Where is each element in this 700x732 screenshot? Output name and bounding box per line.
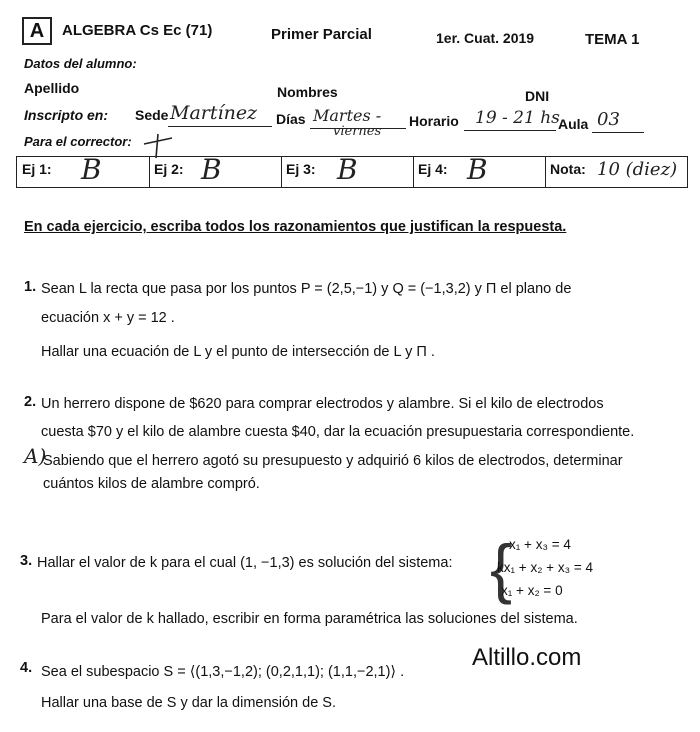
nota-value: 10 (diez) bbox=[597, 159, 678, 180]
ex3-system-eq2: kx₁ + x₂ + x₃ = 4 bbox=[497, 560, 593, 575]
ex2-line1: Un herrero dispone de $620 para comprar electrodos y alambre. Si el kilo de electrodos bbox=[41, 396, 604, 412]
system-brace: { bbox=[490, 531, 513, 605]
sede-label: Sede bbox=[135, 107, 169, 123]
grade-cell-ej1 bbox=[17, 153, 150, 187]
nota-label: Nota: bbox=[550, 161, 586, 177]
inscripto-label: Inscripto en: bbox=[24, 107, 109, 123]
ex2-number: 2. bbox=[24, 394, 37, 410]
ej4-value: B bbox=[467, 153, 488, 186]
ex2-line2: cuesta $70 y el kilo de alambre cuesta $40, dar la ecuación presupuestaria correspondiente. bbox=[41, 424, 635, 440]
ex3-line1: Hallar el valor de k para el cual (1, −1,3) es solución del sistema: bbox=[37, 555, 453, 571]
dias-label: Días bbox=[276, 111, 306, 127]
ex4-line1: Sea el subespacio S = ⟨(1,3,−1,2); (0,2,1,1); (1,1,−2,1)⟩ . bbox=[41, 664, 405, 680]
grade-cell-ej2 bbox=[149, 153, 282, 187]
grade-cell-nota bbox=[545, 157, 687, 187]
ex4-line2: Hallar una base de S y dar la dimensión de S. bbox=[41, 695, 337, 711]
grade-cell-ej4 bbox=[413, 153, 546, 187]
ex3-number: 3. bbox=[20, 553, 33, 569]
instruction-text: En cada ejercicio, escriba todos los razonamientos que justifican la respuesta. bbox=[24, 219, 567, 235]
ej2-label: Ej 2: bbox=[154, 161, 184, 177]
corrector-label: Para el corrector: bbox=[24, 134, 132, 149]
dias-value-1: Martes - bbox=[313, 106, 382, 125]
ex2-line4: cuántos kilos de alambre compró. bbox=[43, 476, 260, 492]
exam-title: Primer Parcial bbox=[271, 26, 372, 43]
horario-label: Horario bbox=[409, 113, 459, 129]
ej2-value: B bbox=[201, 153, 222, 186]
datos-alumno-label: Datos del alumno: bbox=[24, 56, 137, 71]
ex3-system-eq3: x₁ + x₂ = 0 bbox=[501, 583, 563, 598]
ej3-value: B bbox=[337, 153, 358, 186]
ex3-system-eq1: x₁ + x₃ = 4 bbox=[509, 537, 571, 552]
ex2-line3: Sabiendo que el herrero agotó su presupuesto y adquirió 6 kilos de electrodos, determinar bbox=[43, 453, 623, 469]
ex1-line3: Hallar una ecuación de L y el punto de intersección de L y Π . bbox=[41, 344, 435, 360]
grades-table bbox=[16, 153, 688, 188]
aula-value: 03 bbox=[597, 109, 620, 130]
tema-letter-box: A bbox=[22, 17, 52, 45]
sede-value: Martínez bbox=[170, 102, 258, 124]
ej1-value: B bbox=[81, 153, 102, 186]
ej3-label: Ej 3: bbox=[286, 161, 316, 177]
ej4-label: Ej 4: bbox=[418, 161, 448, 177]
dni-label: DNI bbox=[525, 88, 550, 104]
horario-value: 19 - 21 hs bbox=[475, 108, 560, 128]
ex4-number: 4. bbox=[20, 660, 33, 676]
apellido-label: Apellido bbox=[24, 80, 80, 96]
ex1-line1: Sean L la recta que pasa por los puntos P = (2,5,−1) y Q = (−1,3,2) y Π el plano de bbox=[41, 281, 572, 297]
tema-label: TEMA 1 bbox=[585, 31, 640, 48]
dias-value-2: viernes bbox=[333, 124, 382, 139]
grade-cell-ej3 bbox=[281, 153, 414, 187]
course-title: ALGEBRA Cs Ec (71) bbox=[62, 22, 213, 39]
ej1-label: Ej 1: bbox=[22, 161, 52, 177]
nombres-label: Nombres bbox=[277, 84, 338, 100]
ex2-margin-mark: A) bbox=[24, 444, 47, 468]
ex1-line2: ecuación x + y = 12 . bbox=[41, 310, 175, 326]
aula-label: Aula bbox=[558, 116, 589, 132]
term-label: 1er. Cuat. 2019 bbox=[436, 30, 535, 46]
ex1-number: 1. bbox=[24, 279, 37, 295]
altillo-watermark: Altillo.com bbox=[472, 644, 582, 671]
ex3-line2: Para el valor de k hallado, escribir en forma paramétrica las soluciones del sistema. bbox=[41, 611, 578, 627]
